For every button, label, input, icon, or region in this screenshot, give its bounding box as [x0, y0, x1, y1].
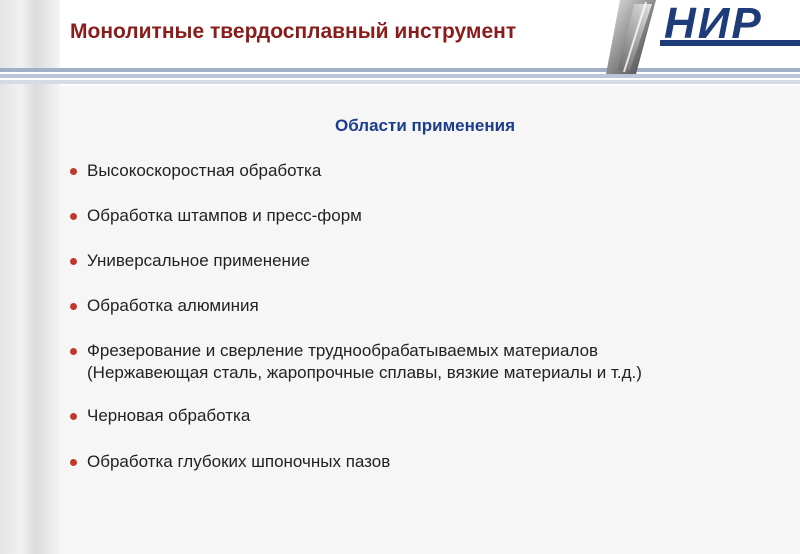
brand-logo-text: НИР — [664, 4, 763, 48]
list-item-text: Черновая обработка — [87, 406, 251, 425]
slide-title: Монолитные твердосплавный инструмент — [70, 20, 517, 43]
logo-emblem-icon — [606, 0, 658, 74]
brand-logo — [660, 4, 800, 48]
bullet-icon — [70, 459, 77, 466]
list-item-text: Высокоскоростная обработка — [87, 161, 322, 180]
section-title: Области применения — [334, 116, 515, 135]
bullet-icon — [70, 413, 77, 420]
bullet-icon — [70, 348, 77, 355]
list-item-text: Обработка глубоких шпоночных пазов — [87, 452, 391, 471]
bullet-icon — [70, 168, 77, 175]
header-stripe — [0, 80, 800, 84]
bullet-icon — [70, 303, 77, 310]
list-item-text: Обработка алюминия — [87, 296, 259, 315]
bullet-icon — [70, 258, 77, 265]
content-background — [60, 86, 800, 554]
bullet-icon — [70, 213, 77, 220]
list-item-text: Обработка штампов и пресс-форм — [87, 206, 362, 225]
list-item-text: Универсальное применение — [87, 251, 310, 270]
list-item-text: Фрезерование и сверление труднообрабатываемых материалов (Нержавеющая сталь, жаропрочные сплавы, вязкие материалы и т.д.) — [87, 341, 642, 382]
